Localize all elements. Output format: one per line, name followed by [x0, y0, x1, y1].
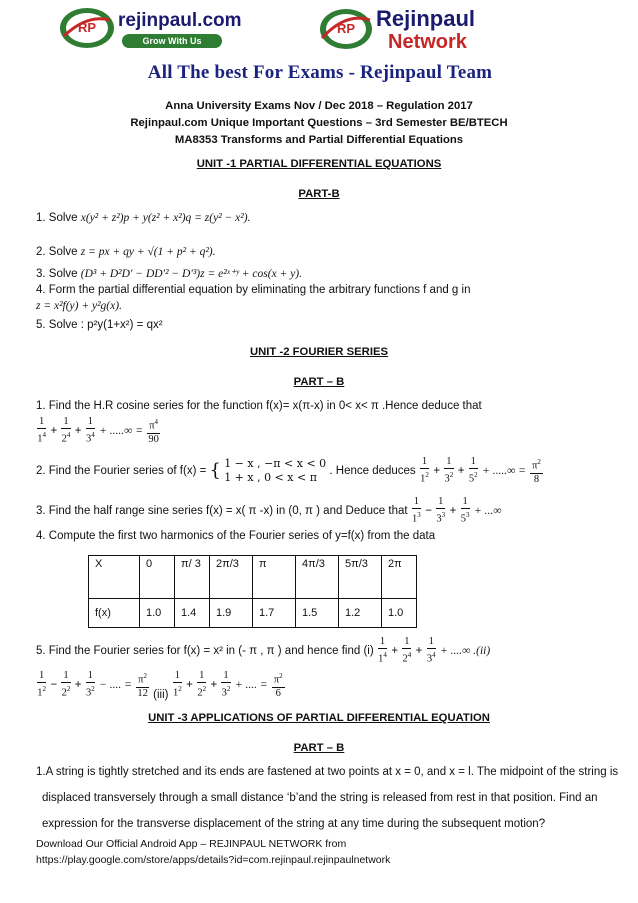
table-cell: X — [89, 556, 140, 599]
unit1-question-4-equation: z = x²f(y) + y²g(x). — [36, 300, 122, 312]
logo-name-network: Network — [388, 31, 467, 53]
table-cell: 4π/3 — [296, 556, 339, 599]
unit1-question-5: 5. Solve : p²y(1+x²) = qx² — [36, 319, 163, 331]
unit1-question-2: 2. Solve z = px + qy + √(1 + p² + q²). — [36, 246, 216, 258]
table-cell: 1.0 — [140, 599, 175, 628]
table-cell: 1.0 — [382, 599, 417, 628]
doc-title-questions: Rejinpaul.com Unique Important Questions – 3rd Semester BE/BTECH — [130, 117, 508, 129]
unit1-part-label: PART-B — [298, 188, 340, 200]
table-cell: 0 — [140, 556, 175, 599]
footer-line-app: Download Our Official Android App – REJINPAUL NETWORK from — [36, 838, 347, 850]
unit2-question-5: 5. Find the Fourier series for f(x) = x² in (- π , π ) and hence find (i) $\frac{1}{1^4}$ + $\frac{1}{2^4}$ + $\frac{1}{3^4}$ + ....∞ .(ii) — [36, 636, 491, 665]
equation: z = px + qy + √(1 + p² + q²). — [80, 246, 216, 258]
unit1-question-1: 1. Solve x(y² + z²)p + y(z² + x²)q = z(y² − x²). — [36, 212, 251, 224]
table-cell: 1.2 — [339, 599, 382, 628]
unit3-question-1-line2: displaced transversely through a small distance ‘b’and the string is released from rest in that position. Find an — [42, 792, 598, 804]
harmonics-data-table — [88, 555, 417, 628]
banner-all-the-best: All The best For Exams - Rejinpaul Team — [147, 62, 493, 83]
unit3-question-1-line1: 1.A string is tightly stretched and its ends are fastened at two points at x = 0, and x = l. The midpoint of the string is — [36, 766, 619, 778]
unit2-question-4: 4. Compute the first two harmonics of the Fourier series of y=f(x) from the data — [36, 530, 436, 542]
table-cell: f(x) — [89, 599, 140, 628]
unit1-heading: UNIT -1 PARTIAL DIFFERENTIAL EQUATIONS — [196, 158, 442, 170]
table-cell: 1.9 — [210, 599, 253, 628]
table-cell: 5π/3 — [339, 556, 382, 599]
unit2-part-label: PART – B — [293, 376, 345, 388]
table-cell: 2π — [382, 556, 417, 599]
footer-download-note — [36, 836, 390, 868]
table-cell: 1.5 — [296, 599, 339, 628]
table-cell: 1.7 — [253, 599, 296, 628]
unit2-question-1: 1. Find the H.R cosine series for the function f(x)= x(π-x) in 0< x< π .Hence deduce that — [36, 400, 482, 412]
logo-tagline: Grow With Us — [122, 34, 222, 48]
table-cell: π/ 3 — [175, 556, 210, 599]
unit2-heading: UNIT -2 FOURIER SERIES — [249, 346, 389, 358]
table-row — [89, 556, 417, 599]
unit1-question-3: 3. Solve (D³ + D²D′ − DD′² − D′³)z = e²ˣ⁺ʸ + cos(x + y). — [36, 268, 303, 280]
unit2-question-5-series: $\frac{1}{1^2}$ − $\frac{1}{2^2}$ + $\frac{1}{3^2}$ − .... = $\frac{\pi^2}{12}$ (iii) $\frac{1}{1^2}$ + $\frac{1}{2^2}$ + $\frac{1}{3^2}$ + .... = $\frac{\pi^2}{6}$ — [37, 670, 283, 701]
table-cell: 2π/3 — [210, 556, 253, 599]
table-row — [89, 599, 417, 628]
table-cell: 1.4 — [175, 599, 210, 628]
unit3-question-1-line3: expression for the transverse displacement of the string at any time during the subsequent motion? — [42, 818, 546, 830]
table-cell: π — [253, 556, 296, 599]
rp-network-badge-text: RP — [336, 21, 356, 36]
logo-site-name: rejinpaul.com — [118, 10, 242, 31]
unit2-question-1-series: $\frac{1}{1^4}$ + $\frac{1}{2^4}$ + $\frac{1}{3^4}$ + .....∞ = $\frac{\pi^4}{90}$ — [37, 416, 159, 445]
rejinpaul-logo-left[interactable] — [58, 6, 278, 52]
unit2-question-3: 3. Find the half range sine series f(x) = x( π -x) in (0, π ) and Deduce that $\frac{1}{1^3}$ − $\frac{1}{3^3}$ + $\frac{1}{5^3}$ + ...∞ — [36, 496, 502, 525]
unit3-part-label: PART – B — [293, 742, 345, 754]
footer-link-playstore[interactable]: https://play.google.com/store/apps/details?id=com.rejinpaul.rejinpaulnetwork — [36, 854, 391, 866]
unit3-heading: UNIT -3 APPLICATIONS OF PARTIAL DIFFERENTIAL EQUATION — [148, 712, 490, 724]
doc-title-exam: Anna University Exams Nov / Dec 2018 – Regulation 2017 — [165, 100, 473, 112]
equation: x(y² + z²)p + y(z² + x²)q = z(y² − x²). — [80, 212, 251, 224]
rejinpaul-network-logo[interactable] — [318, 4, 518, 58]
rp-badge-icon — [58, 6, 116, 50]
rp-badge-text: RP — [77, 20, 97, 35]
doc-title-subject: MA8353 Transforms and Partial Differential Equations — [174, 134, 464, 146]
rp-network-badge-icon — [318, 6, 374, 52]
logo-name-rejinpaul: Rejinpaul — [376, 6, 476, 31]
unit2-question-2: 2. Find the Fourier series of f(x) = { 1 − x , −π < x < 0 1 + x , 0 < x < π . Hence deduces $\frac{1}{1^2}$ + $\frac{1}{3^2}$ + $\frac{1}{5^2}$ + .....∞ = $\frac{\pi^2}{8}$ — [36, 456, 541, 485]
equation: (D³ + D²D′ − DD′² − D′³)z = e²ˣ⁺ʸ + cos(x + y). — [80, 268, 303, 280]
unit1-question-4: 4. Form the partial differential equation by eliminating the arbitrary functions f and g in — [36, 284, 471, 296]
brace-icon: { — [209, 460, 221, 482]
